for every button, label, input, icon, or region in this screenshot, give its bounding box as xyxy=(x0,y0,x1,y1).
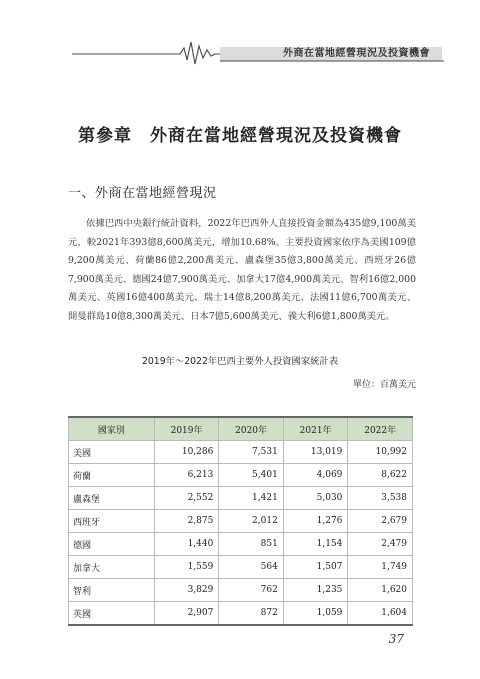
table-row xyxy=(69,579,413,602)
cell-value: 2,679 xyxy=(348,510,413,533)
table-header-row xyxy=(69,417,413,441)
cell-value: 851 xyxy=(219,533,283,556)
running-header-title: 外商在當地經營現況及投資機會 xyxy=(283,48,430,59)
cell-value: 10,286 xyxy=(154,441,219,464)
cell-value: 2,552 xyxy=(154,487,219,510)
cell-value: 1,507 xyxy=(283,556,348,579)
cell-country: 荷蘭 xyxy=(69,464,155,487)
cell-value: 1,620 xyxy=(348,579,413,602)
header-country: 國家別 xyxy=(69,417,155,441)
cell-value: 1,604 xyxy=(348,602,413,626)
header-2019: 2019年 xyxy=(154,417,219,441)
cell-value: 762 xyxy=(219,579,283,602)
running-header xyxy=(72,34,444,68)
cell-value: 2,479 xyxy=(348,533,413,556)
header-2021: 2021年 xyxy=(283,417,348,441)
table-row xyxy=(69,441,413,464)
cell-value: 8,622 xyxy=(348,464,413,487)
table-title: 2019年～2022年巴西主要外人投資國家統計表 xyxy=(141,356,339,367)
cell-value: 1,154 xyxy=(283,533,348,556)
cell-country: 德國 xyxy=(69,533,155,556)
cell-value: 5,030 xyxy=(283,487,348,510)
cell-country: 智利 xyxy=(69,579,155,602)
cell-value: 872 xyxy=(219,602,283,626)
table-row xyxy=(69,464,413,487)
cell-value: 564 xyxy=(219,556,283,579)
cell-value: 1,059 xyxy=(283,602,348,626)
investment-table xyxy=(68,416,413,626)
cell-value: 6,213 xyxy=(154,464,219,487)
cell-value: 2,012 xyxy=(219,510,283,533)
cell-value: 1,421 xyxy=(219,487,283,510)
table-row xyxy=(69,487,413,510)
table-unit: 單位：百萬美元 xyxy=(352,380,416,390)
cell-value: 1,559 xyxy=(154,556,219,579)
cell-value: 3,538 xyxy=(348,487,413,510)
chapter-title: 第參章 外商在當地經營現況及投資機會 xyxy=(78,126,402,146)
cell-country: 英國 xyxy=(69,602,155,626)
table-row xyxy=(69,602,413,626)
cell-value: 1,276 xyxy=(283,510,348,533)
cell-value: 3,829 xyxy=(154,579,219,602)
header-2022: 2022年 xyxy=(348,417,413,441)
cell-country: 西班牙 xyxy=(69,510,155,533)
cell-value: 1,235 xyxy=(283,579,348,602)
table-row xyxy=(69,510,413,533)
cell-country: 盧森堡 xyxy=(69,487,155,510)
cell-value: 5,401 xyxy=(219,464,283,487)
cell-value: 1,440 xyxy=(154,533,219,556)
page-number: 37 xyxy=(388,632,404,646)
table-row xyxy=(69,533,413,556)
section-title: 一、外商在當地經營現況 xyxy=(68,186,217,201)
table-row xyxy=(69,556,413,579)
body-paragraph: 依據巴西中央銀行統計資料，2022年巴西外人直接投資金額為435億9,100萬美元，較2021年393億8,600萬美元，增加10.68%。主要投資國家依序為美國109億9,200萬美元、荷蘭86億2,200萬美元、盧森堡35億3,800萬美元、西班牙26億7,900萬美元、德國24億7,900萬美元、加拿大17億4,900萬美元、智利16億2,000萬美元、英國16億400萬美元、瑞士14億8,200萬美元、法國11億6,700萬美元、開曼群島10億8,300萬美元、日本7億5,600萬美元、義大利6億1,800萬美元。 xyxy=(68,218,416,322)
cell-value: 2,907 xyxy=(154,602,219,626)
cell-value: 2,875 xyxy=(154,510,219,533)
cell-value: 4,069 xyxy=(283,464,348,487)
cell-value: 13,019 xyxy=(283,441,348,464)
cell-value: 1,749 xyxy=(348,556,413,579)
cell-value: 7,531 xyxy=(219,441,283,464)
cell-country: 美國 xyxy=(69,441,155,464)
cell-country: 加拿大 xyxy=(69,556,155,579)
header-2020: 2020年 xyxy=(219,417,283,441)
cell-value: 10,992 xyxy=(348,441,413,464)
